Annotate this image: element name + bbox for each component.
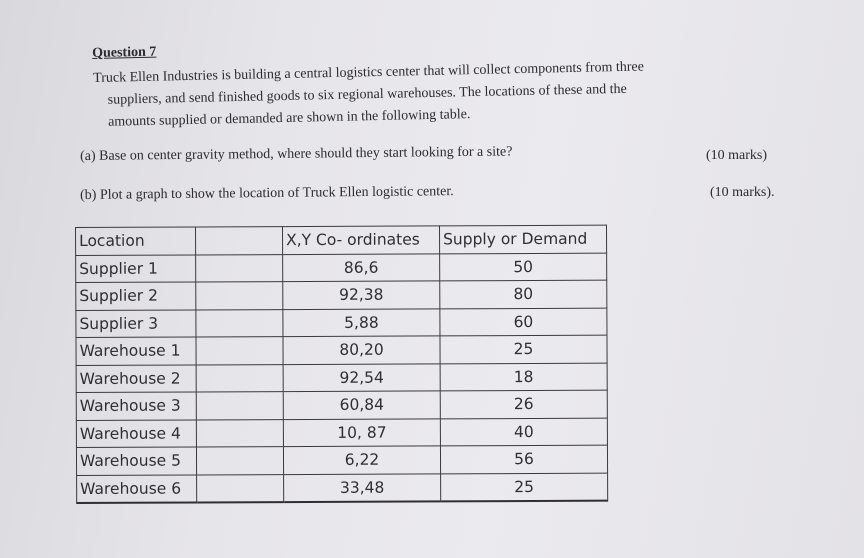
blank-cell xyxy=(196,447,283,475)
table-row xyxy=(76,418,607,448)
location-cell: Warehouse 5 xyxy=(76,447,196,475)
part-b-question: (b) Plot a graph to show the location of Truck Ellen logistic center. xyxy=(80,184,454,203)
table-row xyxy=(76,363,607,393)
coords-cell: 60,84 xyxy=(283,391,440,419)
blank-cell xyxy=(196,282,283,310)
amount-cell: 56 xyxy=(440,445,607,473)
coords-cell: 10, 87 xyxy=(283,418,440,446)
paragraph-line: amounts supplied or demanded are shown in the following table. xyxy=(107,107,471,130)
paragraph-line: Truck Ellen Industries is building a central logistics center that will collect components from three xyxy=(93,59,645,86)
blank-cell xyxy=(197,474,284,502)
locations-table xyxy=(75,225,608,504)
part-a-question: (a) Base on center gravity method, where should they start looking for a site? xyxy=(80,144,513,164)
amount-cell: 25 xyxy=(441,473,608,502)
amount-cell: 26 xyxy=(440,390,607,418)
amount-cell: 18 xyxy=(440,363,607,391)
coords-cell: 80,20 xyxy=(283,336,440,364)
table-row xyxy=(76,308,607,338)
table-row xyxy=(76,335,607,365)
location-cell: Supplier 2 xyxy=(76,282,196,310)
blank-cell xyxy=(196,364,283,392)
table-row xyxy=(77,473,608,503)
amount-cell: 40 xyxy=(440,418,607,446)
blank-cell xyxy=(196,392,283,420)
header-coordinates: X,Y Co- ordinates xyxy=(283,226,440,254)
blank-cell xyxy=(196,419,283,447)
location-cell: Warehouse 2 xyxy=(76,364,196,392)
coords-cell: 92,54 xyxy=(283,363,440,391)
coords-cell: 6,22 xyxy=(283,446,440,474)
question-paragraph xyxy=(93,54,784,134)
part-b-marks: (10 marks). xyxy=(710,185,775,200)
question-title: Question 7 xyxy=(92,44,157,61)
coords-cell: 92,38 xyxy=(283,281,440,309)
table-row xyxy=(76,445,607,475)
table-row xyxy=(76,390,607,420)
amount-cell: 60 xyxy=(440,308,607,336)
table-row xyxy=(76,280,607,310)
header-location: Location xyxy=(76,227,196,255)
table-header-row xyxy=(76,225,607,255)
location-cell: Supplier 3 xyxy=(76,309,196,337)
location-cell: Warehouse 4 xyxy=(76,419,196,447)
amount-cell: 50 xyxy=(440,253,607,281)
location-cell: Warehouse 6 xyxy=(77,474,197,503)
amount-cell: 80 xyxy=(440,280,607,308)
amount-cell: 25 xyxy=(440,335,607,363)
paragraph-line: suppliers, and send finished goods to six regional warehouses. The locations of these and the xyxy=(107,81,627,108)
location-cell: Warehouse 1 xyxy=(76,337,196,365)
coords-cell: 86,6 xyxy=(283,253,440,281)
coords-cell: 5,88 xyxy=(283,308,440,336)
header-blank xyxy=(196,227,283,255)
coords-cell: 33,48 xyxy=(284,473,441,502)
location-cell: Warehouse 3 xyxy=(76,392,196,420)
blank-cell xyxy=(196,337,283,365)
location-cell: Supplier 1 xyxy=(76,254,196,282)
blank-cell xyxy=(196,254,283,282)
blank-cell xyxy=(196,309,283,337)
part-a-marks: (10 marks) xyxy=(706,148,768,163)
header-supply-demand: Supply or Demand xyxy=(439,225,606,253)
table-row xyxy=(76,253,607,283)
